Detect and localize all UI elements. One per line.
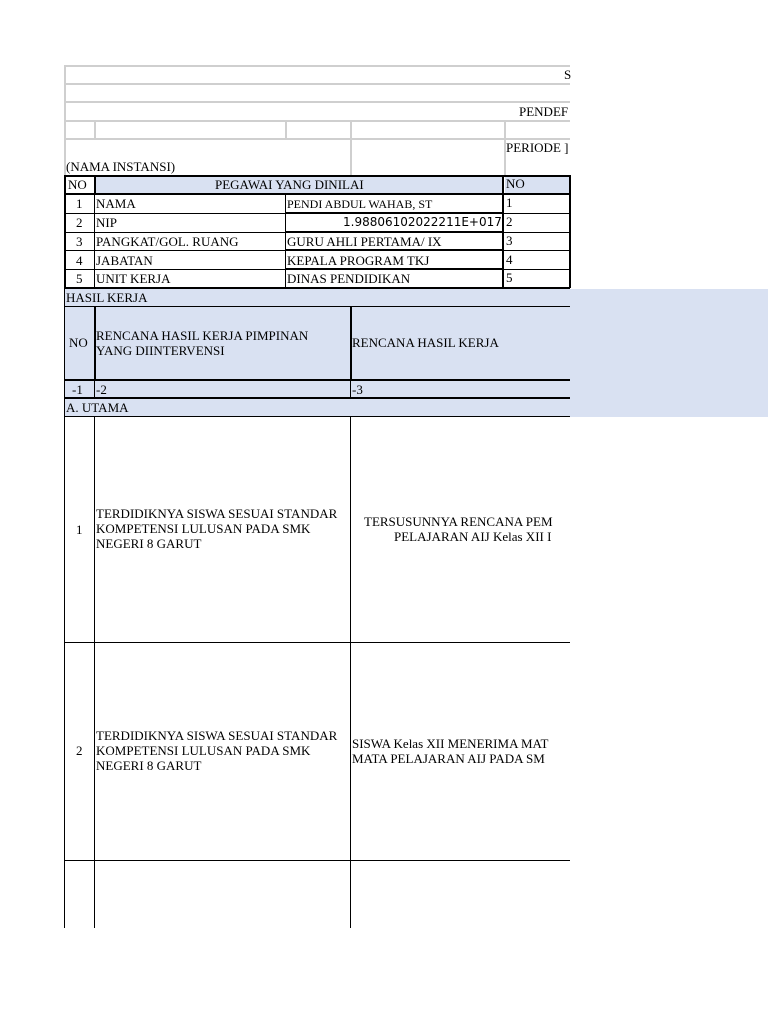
col-number-3: -3 <box>352 382 363 397</box>
value-nama: PENDI ABDUL WAHAB, ST <box>287 197 433 211</box>
item-pimpinan-text: TERDIDIKNYA SISWA SESUAI STANDAR KOMPETENSI LULUSAN PADA SMK NEGERI 8 GARUT <box>96 728 338 773</box>
table-border <box>64 397 570 399</box>
right-row-no: 1 <box>506 195 513 210</box>
row-label-nip: NIP <box>96 215 117 230</box>
item-rencana-line2: PELAJARAN AIJ Kelas XII I <box>394 529 552 544</box>
table-border <box>350 381 351 398</box>
hasil-kerja-title: HASIL KERJA <box>66 290 148 305</box>
value-pangkat: GURU AHLI PERTAMA/ IX <box>287 234 442 249</box>
grid-line <box>64 138 570 140</box>
table-border <box>64 288 65 928</box>
table-border <box>64 416 570 417</box>
col-rencana-pimpinan-header: RENCANA HASIL KERJA PIMPINAN YANG DIINTERVENSI <box>96 328 309 358</box>
table-border <box>94 416 95 928</box>
table-border <box>285 194 286 288</box>
table-border <box>64 860 570 861</box>
table-border <box>350 416 351 928</box>
table-border <box>502 175 504 288</box>
row-label-jabatan: JABATAN <box>96 253 153 268</box>
item-rencana-line1: TERSUSUNNYA RENCANA PEM <box>364 514 553 529</box>
value-box-border <box>285 231 504 233</box>
col-no-header: NO <box>69 335 88 350</box>
table-border <box>94 381 95 398</box>
grid-line <box>64 120 570 122</box>
grid-line <box>350 120 352 175</box>
row-no: 4 <box>76 253 83 268</box>
right-row-no: 5 <box>506 270 513 285</box>
grid-line <box>64 83 570 85</box>
table-border <box>64 642 570 643</box>
row-label-unit-kerja: UNIT KERJA <box>96 271 171 286</box>
table-border <box>94 194 95 288</box>
col-rencana-header: RENCANA HASIL KERJA <box>352 335 499 350</box>
table-border <box>94 175 96 194</box>
section-utama: A. UTAMA <box>66 400 129 415</box>
row-no: 5 <box>76 271 83 286</box>
item-rencana-line2: MATA PELAJARAN AIJ PADA SM <box>352 751 545 766</box>
grid-line <box>94 120 96 138</box>
grid-line <box>64 65 570 67</box>
document-title: S <box>564 67 572 82</box>
value-unit-kerja: DINAS PENDIDIKAN <box>287 271 411 286</box>
item-no: 1 <box>76 522 83 537</box>
row-no: 3 <box>76 234 83 249</box>
row-label-pangkat: PANGKAT/GOL. RUANG <box>96 234 239 249</box>
table-border <box>64 193 570 195</box>
value-box-border <box>285 212 504 214</box>
crop-mask <box>571 417 768 937</box>
crop-mask <box>571 60 768 288</box>
periode-label: PERIODE ] <box>506 140 569 155</box>
col-number-1: -1 <box>72 382 83 397</box>
right-no-header: NO <box>506 176 525 191</box>
col-number-2: -2 <box>96 382 107 397</box>
value-nip: 1.98806102022211E+017 <box>343 215 502 229</box>
row-no: 2 <box>76 215 83 230</box>
table-border <box>64 379 570 381</box>
value-box-border <box>285 268 504 270</box>
instansi-label: (NAMA INSTANSI) <box>66 159 176 174</box>
value-box-border <box>285 249 504 251</box>
right-row-no: 2 <box>506 214 513 229</box>
no-header: NO <box>68 177 87 192</box>
row-no: 1 <box>76 196 83 211</box>
row-label-nama: NAMA <box>96 196 136 211</box>
item-no: 2 <box>76 743 83 758</box>
table-border <box>64 306 570 307</box>
item-rencana-line1: SISWA Kelas XII MENERIMA MAT <box>352 736 549 751</box>
grid-line <box>285 120 287 138</box>
item-pimpinan-text: TERDIDIKNYA SISWA SESUAI STANDAR KOMPETENSI LULUSAN PADA SMK NEGERI 8 GARUT <box>96 506 338 551</box>
document-subtitle: PENDEF <box>519 104 569 119</box>
value-jabatan: KEPALA PROGRAM TKJ <box>287 253 430 268</box>
right-row-no: 3 <box>506 233 513 248</box>
right-row-no: 4 <box>506 252 513 267</box>
table-border <box>64 175 66 288</box>
grid-line <box>64 101 570 103</box>
pegawai-section-title: PEGAWAI YANG DINILAI <box>215 177 364 192</box>
